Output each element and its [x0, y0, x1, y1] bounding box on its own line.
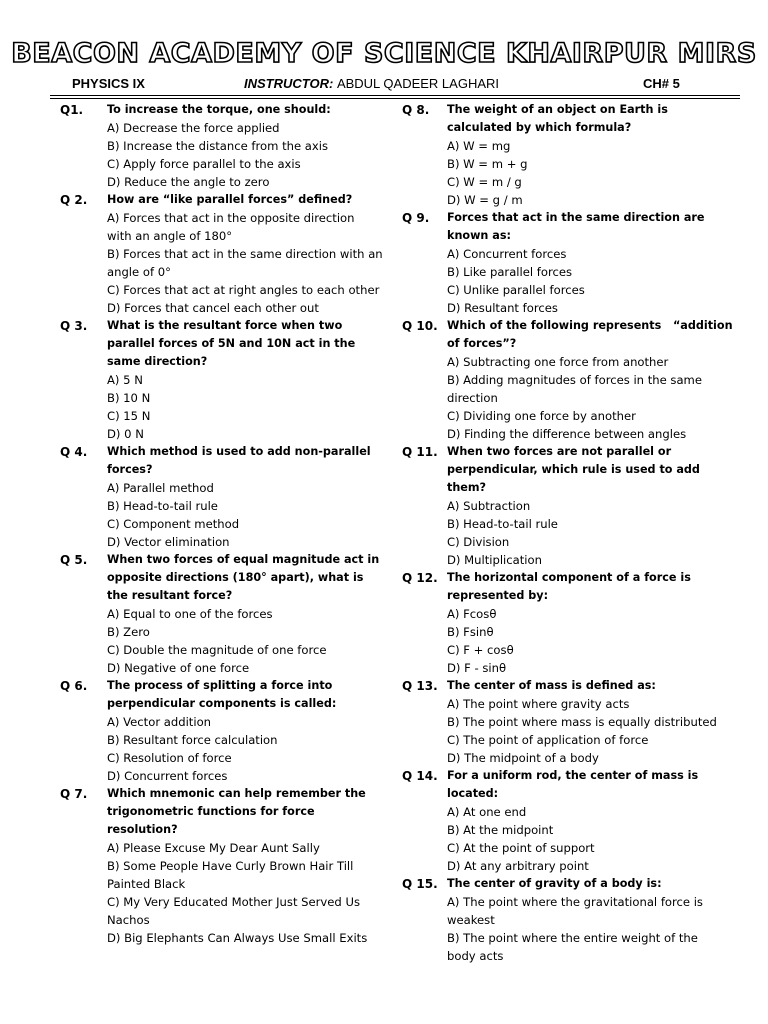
answer-option: C) The point of application of force — [447, 733, 649, 747]
answer-option: D) Multiplication — [447, 553, 542, 567]
answer-option: D) Big Elephants Can Always Use Small Exits — [107, 931, 368, 945]
question-number: Q 14. — [402, 769, 438, 783]
question-text: To increase the torque, one should: — [107, 103, 331, 116]
answer-option: Nachos — [107, 913, 150, 927]
answer-option: B) Head-to-tail rule — [107, 499, 218, 513]
answer-option: B) Forces that act in the same direction with an — [107, 247, 383, 261]
answer-option: B) Like parallel forces — [447, 265, 573, 279]
question-text: For a uniform rod, the center of mass is — [447, 769, 699, 782]
answer-option: B) W = m + g — [447, 157, 528, 171]
question-number: Q 8. — [402, 103, 430, 117]
answer-option: B) Some People Have Curly Brown Hair Till — [107, 859, 354, 873]
question-text: perpendicular, which rule is used to add — [447, 463, 700, 476]
answer-option: B) The point where mass is equally distributed — [447, 715, 717, 729]
answer-option: C) Apply force parallel to the axis — [107, 157, 301, 171]
question-text: opposite directions (180° apart), what is — [107, 571, 364, 584]
question-text: Which method is used to add non-parallel — [107, 445, 371, 458]
instructor-label: INSTRUCTOR: — [244, 76, 334, 91]
answer-option: D) W = g / m — [447, 193, 523, 207]
question-text: The center of mass is defined as: — [447, 679, 656, 692]
question-text: When two forces are not parallel or — [447, 445, 672, 458]
answer-option: Painted Black — [107, 877, 186, 891]
answer-option: C) W = m / g — [447, 175, 522, 189]
question-text: The horizontal component of a force is — [447, 571, 691, 584]
answer-option: D) Forces that cancel each other out — [107, 301, 319, 315]
instructor-name: ABDUL QADEER LAGHARI — [336, 76, 499, 91]
answer-option: A) The point where gravity acts — [447, 697, 630, 711]
answer-option: A) Vector addition — [107, 715, 212, 729]
answer-option: C) Forces that act at right angles to each other — [107, 283, 380, 297]
answer-option: A) Fcosθ — [447, 607, 497, 621]
question-text: the resultant force? — [107, 589, 233, 602]
answer-option: C) F + cosθ — [447, 643, 514, 657]
answer-option: C) At the point of support — [447, 841, 595, 855]
answer-option: body acts — [447, 949, 504, 963]
question-number: Q 3. — [60, 319, 88, 333]
answer-option: A) Please Excuse My Dear Aunt Sally — [107, 841, 320, 855]
question-text: known as: — [447, 229, 511, 242]
answer-option: A) 5 N — [107, 373, 143, 387]
question-text: trigonometric functions for force — [107, 805, 315, 818]
answer-option: A) Decrease the force applied — [107, 121, 280, 135]
answer-option: B) At the midpoint — [447, 823, 554, 837]
question-number: Q 11. — [402, 445, 438, 459]
answer-option: D) Negative of one force — [107, 661, 250, 675]
answer-option: D) F - sinθ — [447, 661, 507, 675]
question-text: The weight of an object on Earth is — [447, 103, 668, 116]
subject-label: PHYSICS IX — [72, 76, 145, 91]
question-number: Q 12. — [402, 571, 438, 585]
question-text: Forces that act in the same direction are — [447, 211, 705, 224]
answer-option: A) Equal to one of the forces — [107, 607, 273, 621]
answer-option: C) Resolution of force — [107, 751, 232, 765]
answer-option: B) Zero — [107, 625, 150, 639]
question-text: What is the resultant force when two — [107, 319, 343, 332]
answer-option: A) At one end — [447, 805, 527, 819]
question-text: resolution? — [107, 823, 178, 836]
answer-option: C) Double the magnitude of one force — [107, 643, 327, 657]
document-title: BEACON ACADEMY OF SCIENCE KHAIRPUR MIRS — [11, 38, 757, 69]
question-number: Q 2. — [60, 193, 88, 207]
answer-option: A) Subtracting one force from another — [447, 355, 669, 369]
question-number: Q 6. — [60, 679, 88, 693]
answer-option: B) The point where the entire weight of the — [447, 931, 698, 945]
answer-option: A) Subtraction — [447, 499, 531, 513]
answer-option: D) Reduce the angle to zero — [107, 175, 270, 189]
answer-option: B) Resultant force calculation — [107, 733, 278, 747]
answer-option: A) Concurrent forces — [447, 247, 567, 261]
answer-option: B) Adding magnitudes of forces in the same — [447, 373, 702, 387]
answer-option: D) 0 N — [107, 427, 144, 441]
answer-option: weakest — [447, 913, 495, 927]
answer-option: B) 10 N — [107, 391, 151, 405]
question-text: calculated by which formula? — [447, 121, 632, 134]
answer-option: D) Concurrent forces — [107, 769, 228, 783]
answer-option: D) At any arbitrary point — [447, 859, 589, 873]
answer-option: C) Unlike parallel forces — [447, 283, 585, 297]
question-text: located: — [447, 787, 499, 800]
question-number: Q 9. — [402, 211, 430, 225]
answer-option: C) My Very Educated Mother Just Served Us — [107, 895, 361, 909]
question-text: of forces”? — [447, 337, 517, 350]
question-number: Q 7. — [60, 787, 88, 801]
answer-option: B) Fsinθ — [447, 625, 494, 639]
answer-option: A) The point where the gravitational force is — [447, 895, 703, 909]
answer-option: A) Parallel method — [107, 481, 214, 495]
answer-option: D) Resultant forces — [447, 301, 558, 315]
answer-option: A) Forces that act in the opposite direction — [107, 211, 355, 225]
question-text: Which of the following represents “addition — [447, 319, 733, 332]
question-number: Q 10. — [402, 319, 438, 333]
question-number: Q1. — [60, 103, 84, 117]
question-number: Q 4. — [60, 445, 88, 459]
question-text: represented by: — [447, 589, 549, 602]
answer-option: D) Vector elimination — [107, 535, 230, 549]
question-number: Q 13. — [402, 679, 438, 693]
question-text: When two forces of equal magnitude act in — [107, 553, 380, 566]
answer-option: D) The midpoint of a body — [447, 751, 599, 765]
question-text: The process of splitting a force into — [107, 679, 333, 692]
answer-option: B) Head-to-tail rule — [447, 517, 558, 531]
answer-option: with an angle of 180° — [107, 229, 233, 243]
question-text: How are “like parallel forces” defined? — [107, 193, 353, 206]
question-text: Which mnemonic can help remember the — [107, 787, 366, 800]
answer-option: A) W = mg — [447, 139, 511, 153]
answer-option: direction — [447, 391, 498, 405]
question-number: Q 15. — [402, 877, 438, 891]
answer-option: C) Dividing one force by another — [447, 409, 636, 423]
answer-option: C) Division — [447, 535, 510, 549]
question-text: The center of gravity of a body is: — [447, 877, 662, 890]
question-text: parallel forces of 5N and 10N act in the — [107, 337, 356, 350]
question-number: Q 5. — [60, 553, 88, 567]
answer-option: C) 15 N — [107, 409, 151, 423]
answer-option: C) Component method — [107, 517, 240, 531]
question-text: same direction? — [107, 355, 208, 368]
header-divider — [50, 95, 740, 99]
chapter-label: CH# 5 — [643, 76, 680, 91]
question-text: forces? — [107, 463, 153, 476]
question-text: perpendicular components is called: — [107, 697, 337, 710]
answer-option: D) Finding the difference between angles — [447, 427, 687, 441]
question-text: them? — [447, 481, 487, 494]
answer-option: angle of 0° — [107, 265, 171, 279]
answer-option: B) Increase the distance from the axis — [107, 139, 329, 153]
instructor-line — [244, 76, 499, 91]
